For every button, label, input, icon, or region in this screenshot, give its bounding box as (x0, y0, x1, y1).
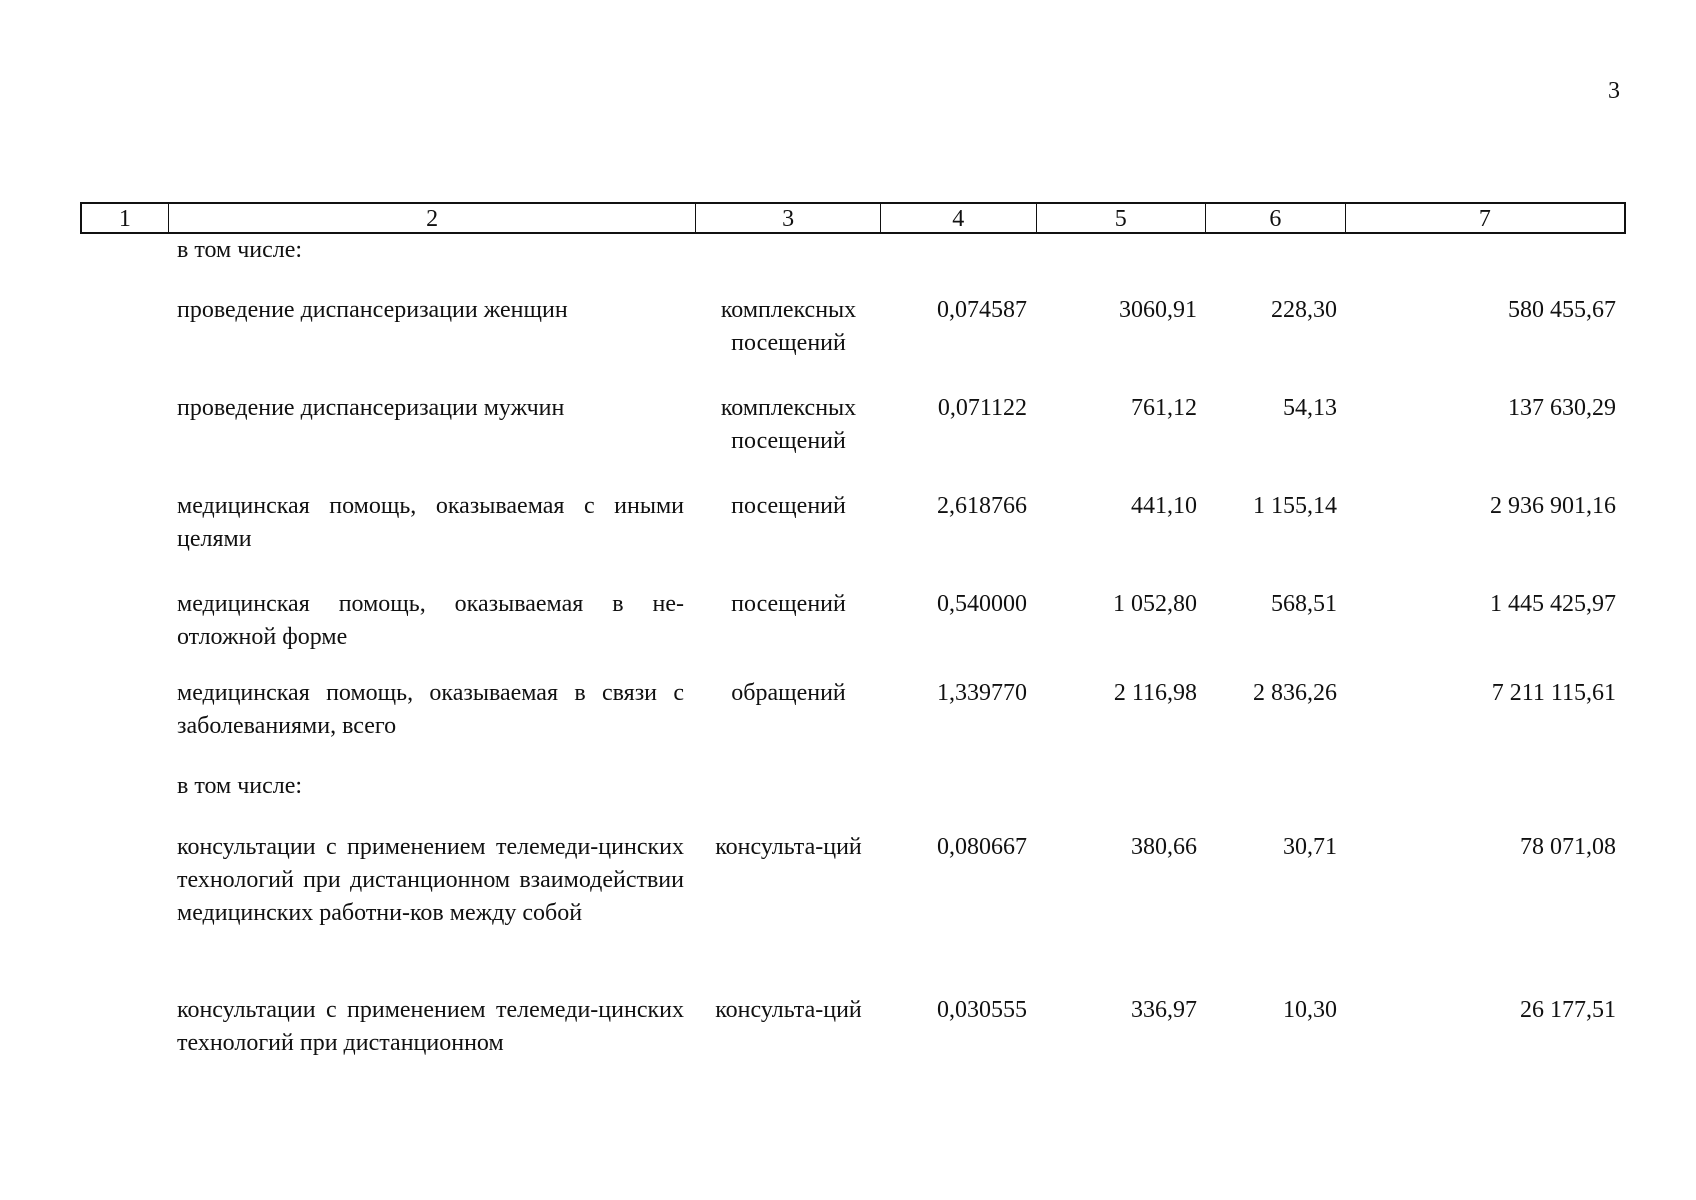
row-col5: 2 116,98 (1113, 680, 1197, 706)
row-col7: 78 071,08 (1520, 834, 1616, 860)
row-col6: 10,30 (1283, 997, 1337, 1023)
row-col6: 1 155,14 (1253, 493, 1337, 519)
row-col6: 228,30 (1271, 297, 1337, 323)
row-col5: 1 052,80 (1113, 591, 1197, 617)
row-col7: 580 455,67 (1508, 297, 1616, 323)
row-col5: 336,97 (1131, 997, 1197, 1023)
row-name: проведение диспансеризации женщин (177, 297, 568, 323)
row-col6: 54,13 (1283, 395, 1337, 421)
row-unit: комплексных посещений (720, 297, 857, 356)
column-header-1: 1 (82, 204, 169, 232)
row-col6: 2 836,26 (1253, 680, 1337, 706)
row-unit: посещений (731, 493, 846, 519)
row-col5: 380,66 (1131, 834, 1197, 860)
column-header-6: 6 (1206, 204, 1346, 232)
row-name: консультации с применением телемеди-цинских технологий при дистанционном взаимодействии медицинских работни-ков между собой (177, 834, 684, 926)
row-unit: консульта-ций (715, 997, 862, 1023)
row-col4: 2,618766 (937, 493, 1027, 519)
subheading-including: в том числе: (177, 237, 303, 263)
row-name: медицинская помощь, оказываемая в связи с заболеваниями, всего (177, 680, 684, 739)
column-header-7: 7 (1478, 206, 1491, 232)
row-unit: комплексных посещений (720, 395, 857, 454)
data-table (80, 202, 1626, 1056)
row-col6: 30,71 (1283, 834, 1337, 860)
row-name: медицинская помощь, оказываемая в не-отложной форме (177, 591, 684, 650)
row-col5: 3060,91 (1119, 297, 1197, 323)
row-col4: 0,074587 (937, 297, 1027, 323)
row-col7: 1 445 425,97 (1490, 591, 1616, 617)
column-header-4: 4 (881, 204, 1037, 232)
row-unit: посещений (731, 591, 846, 617)
row-name: проведение диспансеризации мужчин (177, 395, 565, 421)
column-header-2: 2 (169, 204, 697, 232)
row-col5: 761,12 (1131, 395, 1197, 421)
row-col7: 137 630,29 (1508, 395, 1616, 421)
row-col7: 2 936 901,16 (1490, 493, 1616, 519)
subheading-including: в том числе: (177, 773, 303, 799)
row-unit: консульта-ций (715, 834, 862, 860)
column-header-5: 5 (1037, 204, 1207, 232)
row-col7: 26 177,51 (1520, 997, 1616, 1023)
row-col6: 568,51 (1271, 591, 1337, 617)
row-col4: 0,030555 (937, 997, 1027, 1023)
row-col4: 0,071122 (937, 395, 1027, 421)
row-col5: 441,10 (1131, 493, 1197, 519)
row-name: медицинская помощь, оказываемая с иными целями (177, 493, 684, 552)
row-col4: 0,080667 (937, 834, 1027, 860)
row-col4: 0,540000 (937, 591, 1027, 617)
row-col4: 1,339770 (937, 680, 1027, 706)
row-name: консультации с применением телемеди-цинских технологий при дистанционном (177, 997, 684, 1056)
page-number: 3 (1608, 78, 1620, 104)
column-header-3: 3 (696, 204, 881, 232)
row-unit: обращений (731, 680, 846, 706)
column-number-header (80, 202, 1626, 234)
row-col7: 7 211 115,61 (1491, 680, 1616, 706)
